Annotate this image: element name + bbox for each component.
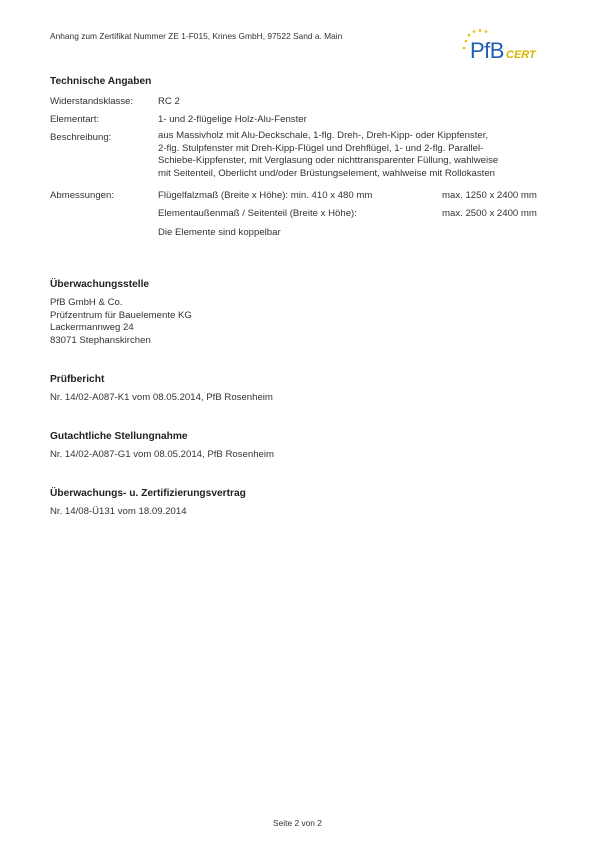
element-type-value: 1- und 2-flügelige Holz-Alu-Fenster <box>158 114 307 125</box>
element-type-label: Elementart: <box>50 114 100 125</box>
resistance-class-label: Widerstandsklasse: <box>50 96 134 107</box>
logo-suffix: CERT <box>506 49 536 61</box>
sash-dimension-max: max. 1250 x 2400 mm <box>442 190 537 201</box>
description-line: 2-flg. Stulpfenster mit Dreh-Kipp-Flügel und Drehflügel, 1- und 2-flg. Parallel- <box>158 142 484 154</box>
coupling-note: Die Elemente sind koppelbar <box>158 227 281 238</box>
description-line: Schiebe-Kippfenster, mit Verglasung oder nichttransparenter Füllung, wahlweise <box>158 155 499 166</box>
logo-brand: PfB <box>470 38 504 63</box>
contract-heading: Überwachungs- u. Zertifizierungsvertrag <box>50 488 246 499</box>
dimensions-label: Abmessungen: <box>50 190 114 201</box>
description-text <box>158 130 553 180</box>
test-report-text: Nr. 14/02-A087-K1 vom 08.05.2014, PfB Rosenheim <box>50 392 273 403</box>
test-report-heading: Prüfbericht <box>50 374 105 385</box>
pfb-cert-logo <box>460 28 552 64</box>
description-label: Beschreibung: <box>50 132 112 143</box>
pfb-cert-logo-graphic <box>460 28 552 64</box>
address-line: 83071 Stephanskirchen <box>50 334 151 346</box>
resistance-class-value: RC 2 <box>158 96 180 107</box>
address-line: PfB GmbH & Co. <box>50 297 123 308</box>
sash-dimension-text: Flügelfalzmaß (Breite x Höhe): min. 410 x 480 mm <box>158 190 373 201</box>
expert-opinion-text: Nr. 14/02-A087-G1 vom 08.05.2014, PfB Rosenheim <box>50 449 274 460</box>
address-line: Lackermannweg 24 <box>50 322 134 333</box>
surveillance-heading: Überwachungsstelle <box>50 279 150 290</box>
surveillance-address <box>50 297 192 347</box>
contract-text: Nr. 14/08-Ü131 vom 18.09.2014 <box>50 506 187 517</box>
expert-opinion-heading: Gutachtliche Stellungnahme <box>50 431 188 442</box>
header-text: Anhang zum Zertifikat Nummer ZE 1-F015, Krines GmbH, 97522 Sand a. Main <box>50 31 343 41</box>
technical-heading: Technische Angaben <box>50 76 152 87</box>
element-dimension-max: max. 2500 x 2400 mm <box>442 208 537 219</box>
description-line: aus Massivholz mit Alu-Deckschale, 1-flg. Dreh-, Dreh-Kipp- oder Kippfenster, <box>158 130 489 141</box>
address-line: Prüfzentrum für Bauelemente KG <box>50 309 192 321</box>
description-line: mit Seitenteil, Oberlicht und/oder Brüstungselement, wahlweise mit Rollokasten <box>158 167 496 179</box>
element-dimension-text: Elementaußenmaß / Seitenteil (Breite x Höhe): <box>158 208 357 219</box>
page-number: Seite 2 von 2 <box>273 818 322 828</box>
